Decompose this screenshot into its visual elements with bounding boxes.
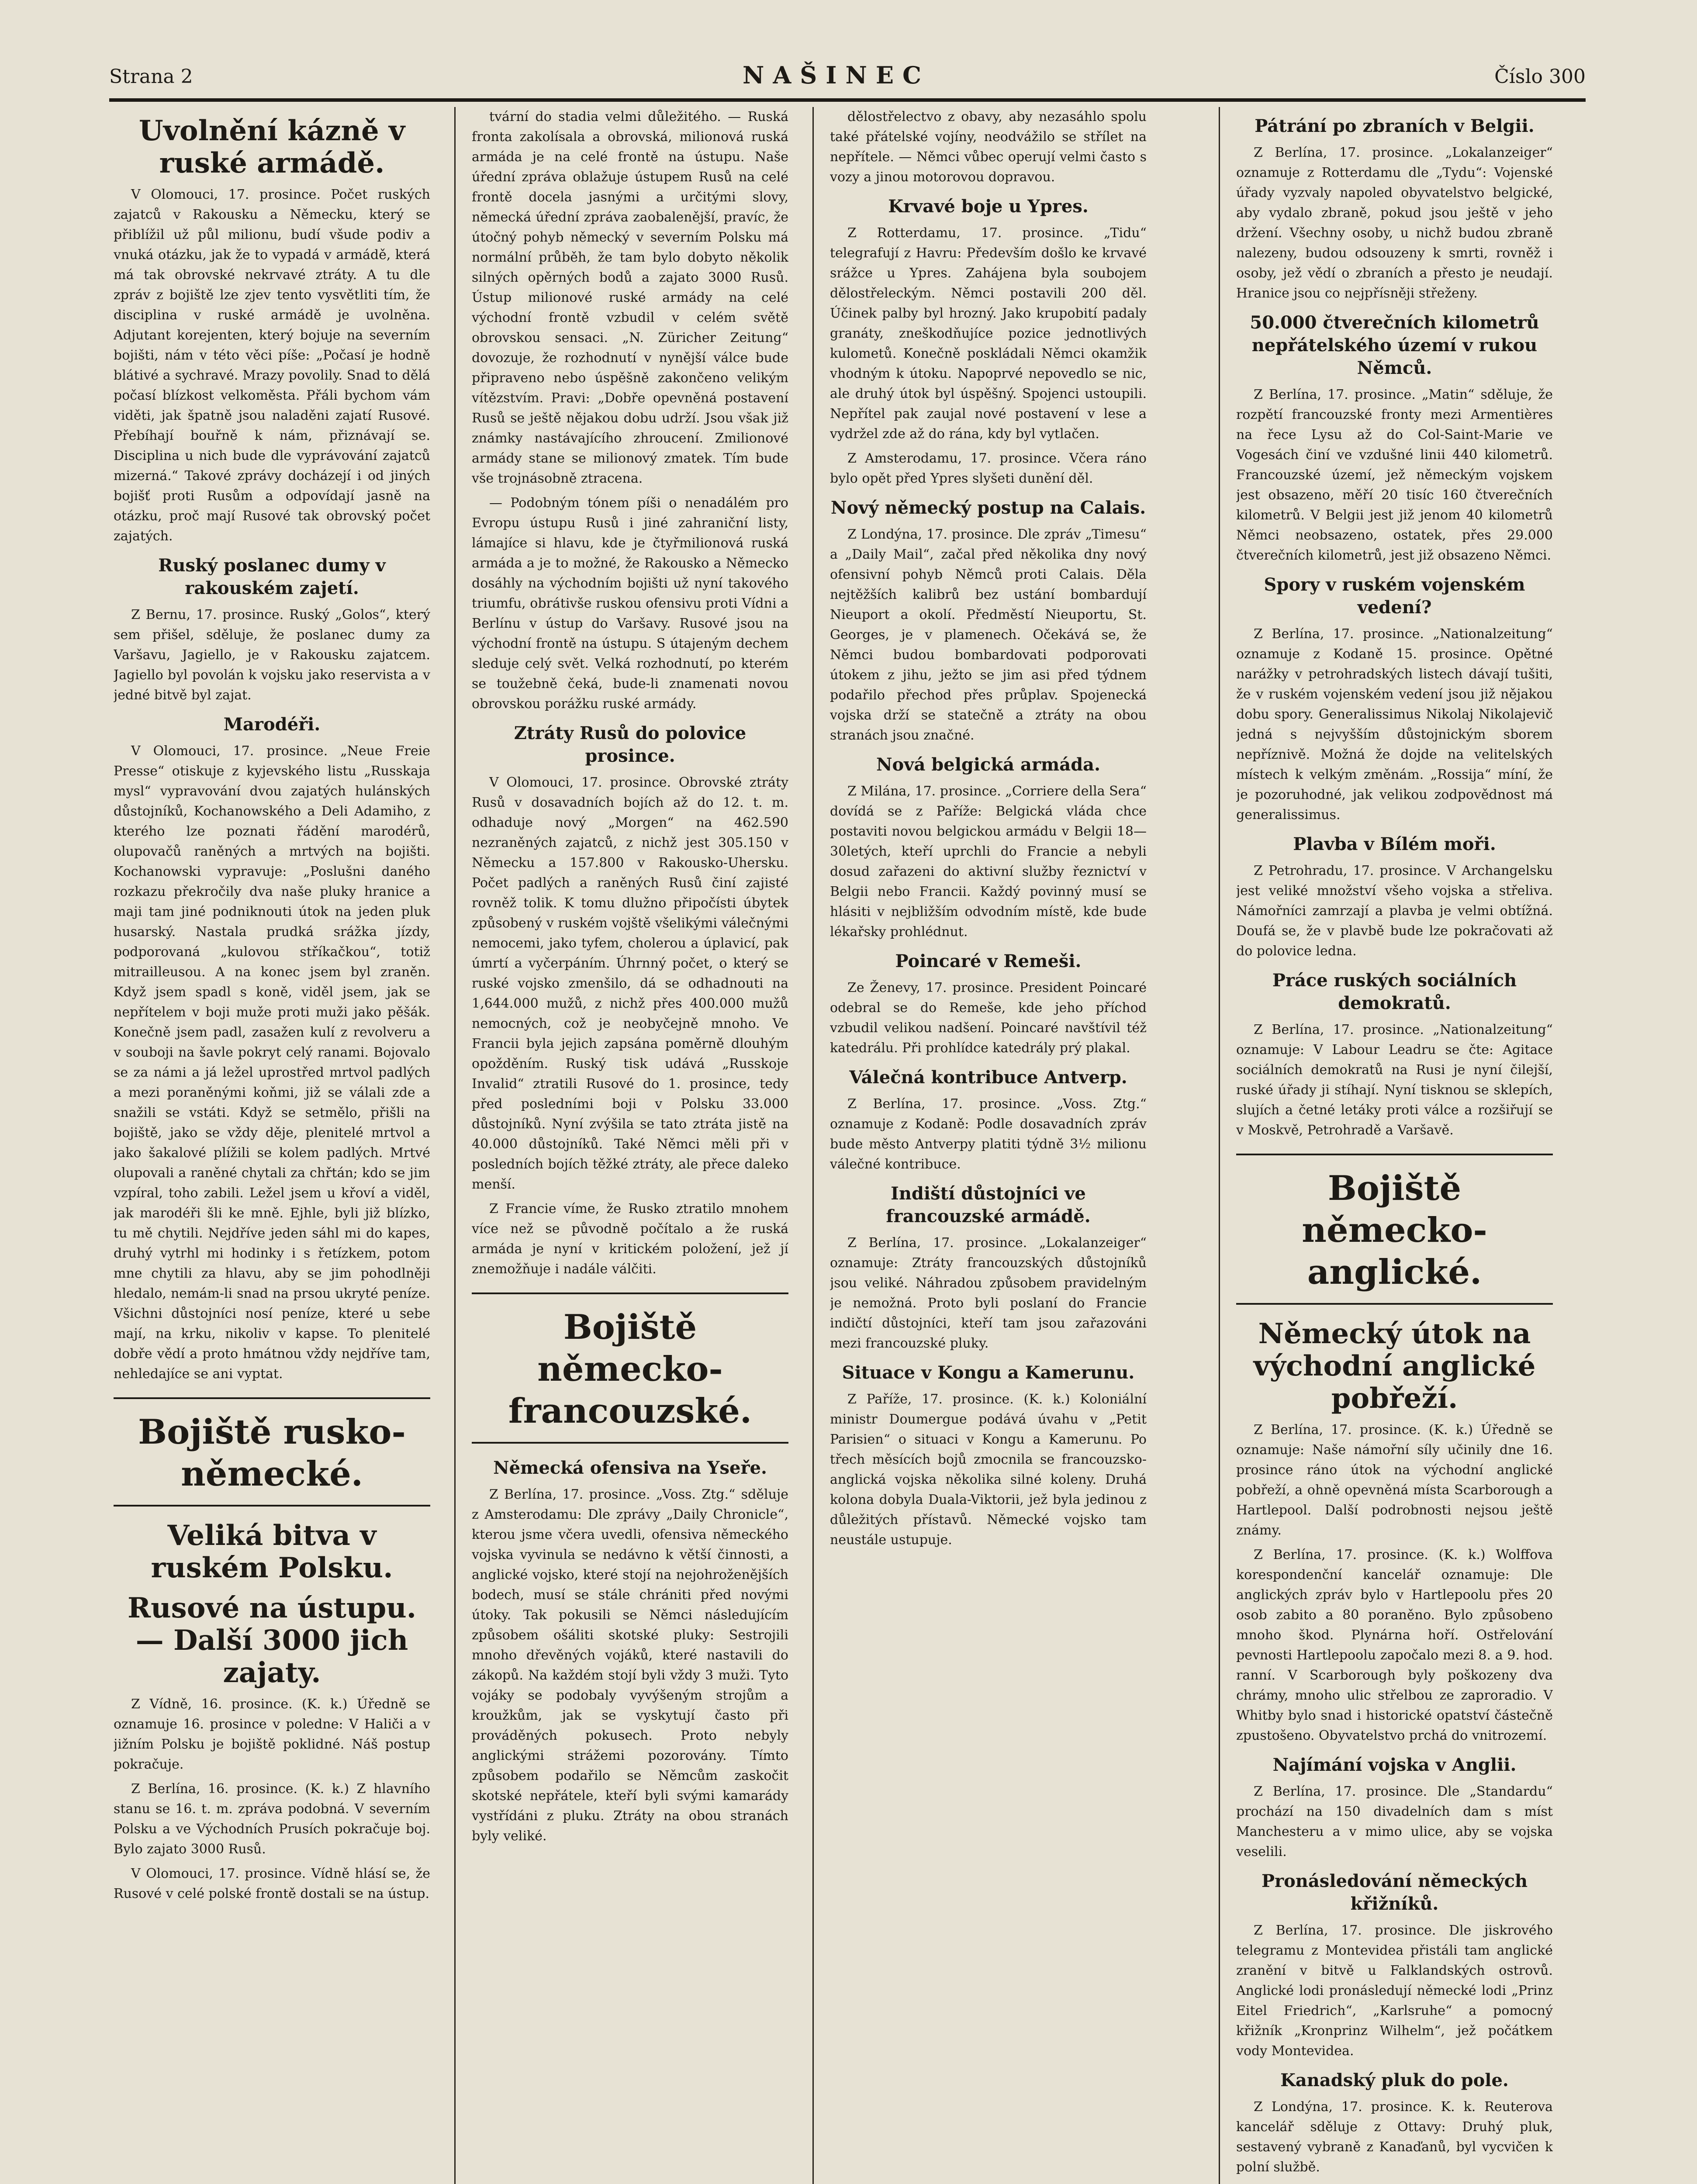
- headline: Veliká bitva v ruském Polsku.: [151, 1519, 393, 1584]
- article-text: Z Berlína, 17. prosince. (K. k.) Wolffova korespondenční kancelář oznamuje: Dle anglických zpráv bylo v Hartlepoolu přes 20 osob zabito a 80 poraněno. Bylo způsobeno mnoho škod. Plynárna hoří. Ostřelování pevnosti Hartlepoolu započalo mezi 8. a 9. hod. ranní. V Scarborough byly poškozeny dva chrámy, mnoho ulic střelbou ze zaproradio. V Whitby bylo snad i historické opatství částečně zpustošeno. Obyvatelstvo prchá do vnitrozemí.: [1236, 1547, 1553, 1743]
- article-text: Z Berlína, 17. prosince. „Matin“ sděluje, že rozpětí francouzské fronty mezi Armentières na řece Lysu až do Col-Saint-Marie ve Vogesách činí ve vzdušné linii 440 kilometrů. Francouzské území, jež německým vojskem jest obsazeno, měří 20 tisíc 160 čtverečních kilometrů. V Belgii jest již jenom 40 kilometrů Němci neobsazeno, ostatek, přes 29.000 čtverečních kilometrů, jest již obsazeno Němci.: [1236, 387, 1553, 563]
- issue-number: Číslo 300: [1494, 66, 1586, 88]
- headline: Spory v ruském vojenském vedení?: [1264, 574, 1525, 618]
- column-1: [114, 107, 430, 2184]
- headline: Poincaré v Remeši.: [895, 951, 1082, 971]
- headline: Válečná kontribuce Antverp.: [849, 1067, 1127, 1088]
- headline: Ruský poslanec dumy v rakouském zajetí.: [158, 555, 386, 598]
- article-text: dělostřelectvo z obavy, aby nezasáhlo spolu také přátelské vojíny, neodvážilo se střílet na nepřítele. — Němci vůbec operují velmi často s vozy a jinou motorovou dopravou.: [830, 109, 1147, 185]
- headline: Pátrání po zbraních v Belgii.: [1255, 116, 1535, 136]
- headline: Marodéři.: [223, 714, 321, 735]
- headline: Německá ofensiva na Yseře.: [493, 1458, 767, 1478]
- article-text: Z Berlína, 17. prosince. „Lokalanzeiger“ oznamuje z Rotterdamu dle „Tydu“: Vojenské úřady vyzvaly napoled obyvatelstvo belgické, aby vydalo zbraně, pokud jsou ještě v jeho držení. Všechny osoby, u nichž budou zbraně nalezeny, budou odsouzeny k smrti, rovněž i osoby, jež vědí o zbraních a přesto je neudají. Hranice jsou co nejpřísněji střeženy.: [1236, 145, 1553, 301]
- column-3: [830, 107, 1147, 2184]
- headline: 50.000 čtverečních kilometrů nepřátelského území v rukou Němců.: [1250, 312, 1539, 378]
- headline: Nová belgická armáda.: [876, 754, 1101, 775]
- column-2: [472, 107, 788, 2184]
- article-text: Z Francie víme, že Rusko ztratilo mnohem více než se původně počítalo a že ruská armáda je nyní v kritickém položení, jež jí znemožňuje i nadále válčiti.: [472, 1201, 788, 1277]
- column-divider: [1219, 107, 1220, 2184]
- article-text: Z Berlína, 17. prosince. „Voss. Ztg.“ sděluje z Amsterodamu: Dle zprávy „Daily Chronicle“, kterou jsme včera uvedli, ofensiva německého vojska vyvinula se nedávno k větší činnosti, a anglické vojsko, které stojí na nejohroženějších bodech, musí se stále chrániti před novými útoky. Tak pokusili se Němci následujícím způsobem ošáliti skotské pluky: Sestrojili mnoho dřevěných vojáků, které nastavili do zákopů. Na každém stojí byli vždy 3 muži. Tyto vojáky se podobaly vyvýšeným strojům a kroužkům, jak se vyskytují často při prováděných pokusech. Proto nebyly anglickými strážemi pozorovány. Tímto způsobem podařilo se Němcům zaskočit skotské nepřátele, kteří byli svými kamarády vystřídáni z pluku. Ztráty na obou stranách byly veliké.: [472, 1487, 788, 1844]
- headline: Rusové na ústupu. — Další 3000 jich zajaty.: [127, 1592, 417, 1689]
- article-text: V Olomouci, 17. prosince. Počet ruských zajatců v Rakousku a Německu, který se přiblížil už půl milionu, budí všude podiv a vnuká otázku, jak že to vypadá v armádě, která má tak obrovské nekrvavé ztráty. A tu dle zpráv z bojiště lze zjev tento vysvětliti tím, že disciplina v ruské armádě je uvolněna. Adjutant korejenten, který bojuje na severním bojišti, nám v této věci píše: „Počasí je hodně blátivé a sychravé. Mrazy povolily. Snad to dělá počasí blízkost velkoměsta. Přáli bychom vám viděti, jak špatně jsou naladěni zajatí Rusové. Přebíhají bouřně k nám, přiznávají se. Disciplina u nich bude dle vyprávování zajatců mizerná.“ Takové zprávy docházejí i od jiných bojišť proti Rusům a odpovídají jasně na otázku, proč mají Rusové tak obrovský počet zajatých.: [114, 187, 430, 544]
- headline: Pronásledování německých křižníků.: [1261, 1871, 1528, 1914]
- article-text: Z Berlína, 17. prosince. Dle „Standardu“ prochází na 150 divadelních dam s míst Manchesteru a v mimo ulice, aby se vojska veselili.: [1236, 1784, 1553, 1859]
- article-text: V Olomouci, 17. prosince. Obrovské ztráty Rusů v dosavadních bojích až do 12. t. m. odhaduje nový „Morgen“ na 462.590 nezraněných zajatců, z nichž jest 305.150 v Německu a 157.800 v Rakousko-Uhersku. Počet padlých a raněných Rusů činí zajisté rovněž tolik. K tomu dlužno připočísti úbytek způsobený v ruském vojště všelikými válečnými nemocemi, jako tyfem, cholerou a úplavicí, pak úmrtí a vyčerpáním. Úhrnný počet, o který se ruské vojsko zmenšilo, dá se odhadnouti na 1,644.000 mužů, z nichž přes 400.000 mužů nemocných, což je neobyčejně mnoho. Ve Francii byla jejich zapsána poměrně dlouhým opožděním. Ruský tisk udává „Russkoje Invalid“ ztratili Rusové do 1. prosince, tedy před posledními boji v Polsku 33.000 důstojníků. Nyní zvýšila se tato ztráta jistě na 40.000 důstojníků. Také Němci měli při v posledních bojích těžké ztráty, ale přece daleko menší.: [472, 775, 788, 1192]
- section-title: Bojiště rusko-německé.: [138, 1412, 406, 1494]
- article-text: Z Paříže, 17. prosince. (K. k.) Koloniální ministr Doumergue podává úvahu v „Petit Parisien“ o situaci v Kongu a Kamerunu. Po třech měsících bojů zmocnila se francouzsko-anglická vojska několika silné koleny. Druhá kolona dobyla Duala-Viktorii, jež byla jedinou z důležitých přístavů. Německé vojsko tam neustále ustupuje.: [830, 1392, 1147, 1548]
- article-text: V Olomouci, 17. prosince. Vídně hlásí se, že Rusové v celé polské frontě dostali se na ústup.: [114, 1866, 430, 1901]
- headline: Německý útok na východní anglické pobřeží.: [1253, 1317, 1536, 1415]
- section-banner: [472, 1292, 788, 1444]
- section-banner: [114, 1397, 430, 1507]
- headline: Uvolnění kázně v ruské armádě.: [138, 114, 405, 180]
- column-divider: [454, 107, 456, 2184]
- article-text: Ze Ženevy, 17. prosince. President Poincaré odebral se do Remeše, kde jeho příchod vzbudil velikou nadšení. Poincaré navštívil též katedrálu. Při prohlídce katedrály prý plakal.: [830, 980, 1147, 1056]
- headline: Kanadský pluk do pole.: [1280, 2070, 1509, 2091]
- page-label: Strana 2: [109, 66, 193, 88]
- article-text: Z Berlína, 16. prosince. (K. k.) Z hlavního stanu se 16. t. m. zpráva podobná. V severním Polsku a ve Východních Prusích pokračuje boj. Bylo zajato 3000 Rusů.: [114, 1781, 430, 1857]
- headline: Ztráty Rusů do polovice prosince.: [514, 723, 747, 766]
- article-text: V Olomouci, 17. prosince. „Neue Freie Presse“ otiskuje z kyjevského listu „Russkaja mysl“ vypravování dvou zajatých hulánských důstojníků, Kochanowského a Deli Adamiho, z kterého lze poznati řádění marodérů, olupovačů raněných a mrtvých na bojišti. Kochanowski vypravuje: „Poslušni daného rozkazu překročily dva naše pluky hranice a maji tam jiné podniknouti útok na jeden pluk husarský. Nastala prudká srážka jízdy, podporovaná „kulovou stříkačkou“, totiž mitrailleusou. A na konec jsem byl zraněn. Když jsem spadl s koně, viděl jsem, jak se nepřítelem v boji muže proti muži jako pěšák. Konečně jsem padl, zasažen kulí z revolveru a v souboji na šavle pokryt celý ranami. Bojovalo se za námi a já ležel uprostřed mrtvol padlých a mezi poraněnými koňmi, již se válali zde a snažili se vstáti. Když se setmělo, přišli na bojiště, jako se vždy děje, plenitelé mrtvol a jako šakalové plížili se kolem padlých. Mrtvé olupovali a raněné chytali za chřtán; kdo se jim vzpíral, toho zabili. Ležel jsem u křoví a viděl, jak marodéři šli ke mně. Ejhle, byli již blízko, tu mě chytili. Nejdříve jeden sáhl mi do kapes, druhý vytrhl mi hodinky i s řetízkem, potom mne chytili za hlavu, aby se jim pohodlněji hledalo, nemám-li snad na prsou ukryté peníze. Všichni důstojníci nosí peníze, které u sebe mají, na krku, nikoliv v kapse. To plenitelé dobře vědí a proto hmátnou vždy nejdříve tam, nehledajíce se ani vyptat.: [114, 743, 430, 1382]
- article-text: — Podobným tónem píši o nenadálém pro Evropu ústupu Rusů i jiné zahraniční listy, lámajíce si hlavu, kde je čtyřmilionová ruská armáda a je to možné, že Rakousko a Německo dosáhly na východním bojišti už nyní takového triumfu, obrátivše ruskou ofensivu proti Vídni a Berlínu v ústup do Varšavy. Rusové jsou na východní frontě na ústupu. S útajeným dechem sleduje celý svět. Velká rozhodnutí, po kterém se toužebně čeká, bude-li znamenati novou obrovskou porážku ruské armády.: [472, 495, 788, 712]
- newspaper-title: NAŠINEC: [743, 61, 930, 89]
- headline: Situace v Kongu a Kamerunu.: [842, 1362, 1135, 1383]
- article-text: Z Berlína, 17. prosince. „Voss. Ztg.“ oznamuje z Kodaně: Podle dosavadních zpráv bude město Antverpy platiti týdně 3½ milionu válečné kontribuce.: [830, 1096, 1147, 1172]
- article-text: Z Berlína, 17. prosince. „Nationalzeitung“ oznamuje z Kodaně 15. prosince. Opětné narážky v petrohradských listech dávají tušiti, že v ruském vojenském vedení jsou již nějakou dobu spory. Generalissimus Nikolaj Nikolajevič jedná s nejvyšším důstojnickým sborem nepříznivě. Možná že dojde na velitelských místech k velkým změnám. „Rossija“ míní, že je pozoruhodné, jak velikou zodpovědnost má generalissimus.: [1236, 626, 1553, 822]
- column-divider: [812, 107, 814, 2184]
- article-text: Z Berlína, 17. prosince. „Nationalzeitung“ oznamuje: V Labour Leadru se čte: Agitace sociálních demokratů na Rusi je nyní čilejší, ruské úřady ji stíhají. Nyní tisknou se sklepích, slujích a četné letáky proti válce a rozšiřují se v Moskvě, Petrohradě a Varšavě.: [1236, 1022, 1553, 1138]
- headline: Nový německý postup na Calais.: [830, 498, 1146, 518]
- masthead: [109, 61, 1586, 92]
- headline: Plavba v Bílém moři.: [1293, 834, 1496, 854]
- headline: Indiští důstojníci ve francouzské armádě.: [886, 1183, 1091, 1227]
- article-text: Z Berlína, 17. prosince. Dle jiskrového telegramu z Montevidea přistáli tam anglické zranění v bitvě u Falklandských ostrovů. Anglické lodi pronásledují německé lodi „Prinz Eitel Friedrich“, „Karlsruhe“ a pomocný křižník „Kronprinz Wilhelm“, jež počátkem vody Montevidea.: [1236, 1923, 1553, 2059]
- section-title: Bojiště německo-francouzské.: [508, 1307, 752, 1431]
- top-rule: [109, 98, 1586, 102]
- column-4: [1236, 107, 1553, 2184]
- section-title: Bojiště německo-anglické.: [1302, 1168, 1487, 1292]
- article-text: Z Londýna, 17. prosince. K. k. Reuterova kancelář sděluje z Ottavy: Druhý pluk, sestavený vybraně z Kanaďanů, byl vycvičen k polní službě.: [1236, 2099, 1553, 2175]
- headline: Krvavé boje u Ypres.: [888, 196, 1089, 217]
- article-text: Z Vídně, 16. prosince. (K. k.) Úředně se oznamuje 16. prosince v poledne: V Haliči a v jižním Polsku je bojiště poklidné. Náš postup pokračuje.: [114, 1697, 430, 1772]
- article-text: Z Berlína, 17. prosince. (K. k.) Úředně se oznamuje: Naše námořní síly učinily dne 16. prosince ráno útok na východní anglické pobřeží, a ohně opevněná místa Scarborough a Hartlepool. Další podrobnosti nejsou ještě známy.: [1236, 1422, 1553, 1538]
- article-text: Z Rotterdamu, 17. prosince. „Tidu“ telegrafují z Havru: Především došlo ke krvavé srážce u Ypres. Zahájena byla soubojem dělostřeleckým. Němci postavili 200 děl. Účinek palby byl hrozný. Jako krupobití padaly granáty, zneškodňujíce pozice jednotlivých kulometů. Konečně poskládali Němci okamžik vhodným k útoku. Napoprvé nepovedlo se nic, ale druhý útok byl úspěšný. Spojenci ustoupili. Nepřítel pak zaujal nové postavení v lese a vydržel zde až do rána, kdy byl vytlačen.: [830, 225, 1147, 442]
- headline: Najímání vojska v Anglii.: [1272, 1755, 1517, 1775]
- article-text: tvární do stadia velmi důležitého. — Ruská fronta zakolísala a obrovská, milionová ruská armáda je na celé frontě na ústupu. Naše úřední zpráva oblažuje ústupem Rusů na celé frontě docela jasnými a určitými slovy, německá úřední zpráva zaobalenější, pravíc, že útočný pohyb německý v severním Polsku má normální průběh, že tam bylo dobyto několik silných opěrných bodů a zajato 3000 Rusů. Ústup milionové ruské armády na celé východní frontě vzbudil v celém světě obrovskou sensaci. „N. Züricher Zeitung“ dovozuje, že rozhodnutí v nynější válce bude připraveno nebo úspěšně zakončeno velikým vítězstvím. Pravi: „Dobře opevněná postavení Rusů se ještě nějakou dobu udrží. Jsou však již známky nastávajícího zhroucení. Zmilionové armády stane se milionový zmatek. Tím bude vše trojnásobně ztracena.: [472, 109, 788, 486]
- article-text: Z Petrohradu, 17. prosince. V Archangelsku jest veliké množství všeho vojska a střeliva. Námořníci zamrzají a plavba je velmi obtížná. Doufá se, že v plavbě bude lze pokračovati až do polovice ledna.: [1236, 863, 1553, 959]
- article-text: Z Berlína, 17. prosince. „Lokalanzeiger“ oznamuje: Ztráty francouzských důstojníků jsou veliké. Náhradou způsobem pravidelným je nemožná. Proto byli poslaní do Francie indičtí důstojníci, kteří tam jsou zařazováni mezi francouzské pluky.: [830, 1235, 1147, 1351]
- headline: Práce ruských sociálních demokratů.: [1272, 970, 1517, 1013]
- article-text: Z Bernu, 17. prosince. Ruský „Golos“, který sem přišel, sděluje, že poslanec dumy za Varšavu, Jagiello, je v Rakousku zajatcem. Jagiello byl povolán k vojsku jako reservista a v jedné bitvě byl zajat.: [114, 607, 430, 703]
- article-text: Z Londýna, 17. prosince. Dle zpráv „Timesu“ a „Daily Mail“, začal před několika dny nový ofensivní pohyb Němců proti Calais. Děla nejtěžších kalibrů bez ustání bombardují Nieuport a okolí. Předměstí Nieuportu, St. Georges, je v plamenech. Očekává se, že Němci budou bombardovati podporovati útokem z jihu, ježto se jim asi před týdnem podařilo přechod přes průplav. Spojenecká vojska drží se statečně a ztráty na obou stranách jsou značné.: [830, 527, 1147, 743]
- article-text: Z Milána, 17. prosince. „Corriere della Sera“ dovídá se z Paříže: Belgická vláda chce postaviti novou belgickou armádu v Belgii 18—30letých, kteří uprchli do Francie a nebyli dosud zařazeni do aktivní služby řeznictví v Belgii nebo Francii. Každý povinný musí se hlásiti v nejbližším odvodním místě, kde bude lékařsky prohlédnut.: [830, 784, 1147, 940]
- article-text: Z Amsterodamu, 17. prosince. Včera ráno bylo opět před Ypres slyšeti dunění děl.: [830, 451, 1147, 486]
- section-banner: [1236, 1154, 1553, 1305]
